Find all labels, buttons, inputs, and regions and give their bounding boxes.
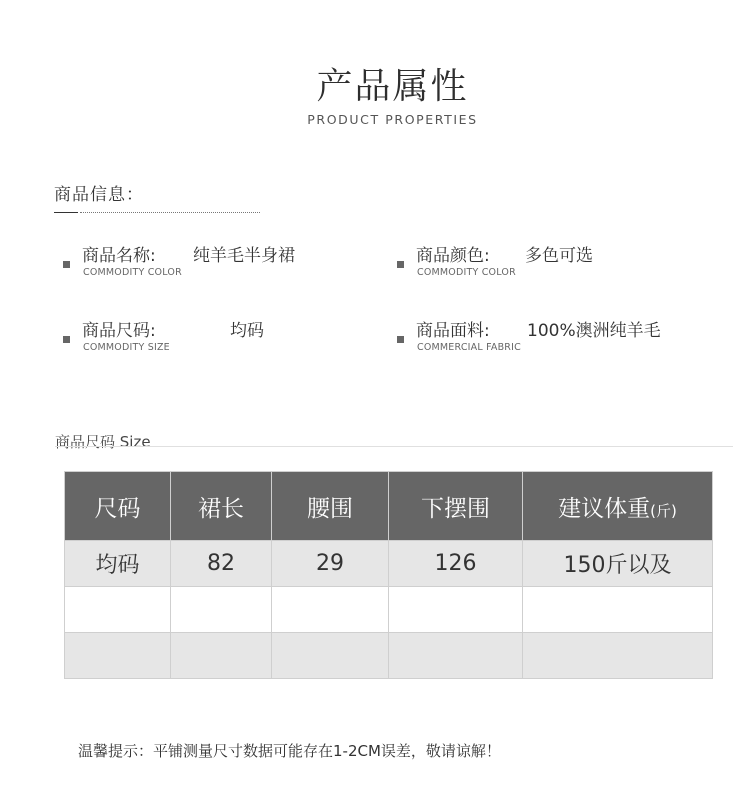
size-heading: 商品尺码 Size [55, 433, 151, 451]
table-row [65, 633, 713, 679]
info-heading-dotted-rule [80, 212, 260, 213]
table-cell: 126 [389, 541, 523, 587]
size-table [64, 471, 713, 679]
info-heading-rule [54, 212, 78, 213]
table-cell: 29 [272, 541, 389, 587]
size-heading-rule [55, 446, 733, 447]
column-header-weight-unit: (斤) [650, 501, 677, 520]
table-cell [389, 633, 523, 679]
bullet-icon [63, 261, 70, 268]
table-cell [171, 587, 272, 633]
attribute-label: 商品颜色: [416, 246, 490, 266]
table-cell [65, 587, 171, 633]
column-header-skirt-length: 裙长 [171, 472, 272, 541]
bullet-icon [397, 261, 404, 268]
table-cell [523, 633, 713, 679]
column-header-hem: 下摆围 [389, 472, 523, 541]
table-cell: 150斤以及 [523, 541, 713, 587]
table-cell [171, 633, 272, 679]
size-table-header-row [65, 472, 713, 541]
attribute-label: 商品名称: [82, 246, 156, 266]
bullet-icon [397, 336, 404, 343]
attribute-label-en: COMMODITY COLOR [417, 267, 516, 278]
page-subtitle: PRODUCT PROPERTIES [307, 112, 478, 127]
bullet-icon [63, 336, 70, 343]
table-cell: 82 [171, 541, 272, 587]
measurement-note: 温馨提示：平铺测量尺寸数据可能存在1-2CM误差，敬请谅解！ [78, 742, 501, 760]
attribute-value: 100%澳洲纯羊毛 [527, 321, 661, 341]
attribute-label-en: COMMERCIAL FABRIC [417, 342, 521, 353]
attribute-value: 纯羊毛半身裙 [193, 246, 295, 266]
page-title: 产品属性 [316, 66, 469, 107]
column-header-waist: 腰围 [272, 472, 389, 541]
table-row [65, 587, 713, 633]
table-row [65, 541, 713, 587]
column-header-size: 尺码 [65, 472, 171, 541]
table-cell: 均码 [65, 541, 171, 587]
table-cell [389, 587, 523, 633]
column-header-weight: 建议体重(斤) [523, 472, 713, 541]
table-cell [523, 587, 713, 633]
attribute-label-en: COMMODITY SIZE [83, 342, 170, 353]
attribute-label-en: COMMODITY COLOR [83, 267, 182, 278]
table-cell [272, 587, 389, 633]
attribute-label: 商品面料: [416, 321, 490, 341]
info-heading: 商品信息： [54, 185, 144, 205]
attribute-value: 均码 [230, 321, 264, 341]
attribute-value: 多色可选 [525, 246, 593, 266]
table-cell [65, 633, 171, 679]
table-cell [272, 633, 389, 679]
attribute-label: 商品尺码: [82, 321, 156, 341]
